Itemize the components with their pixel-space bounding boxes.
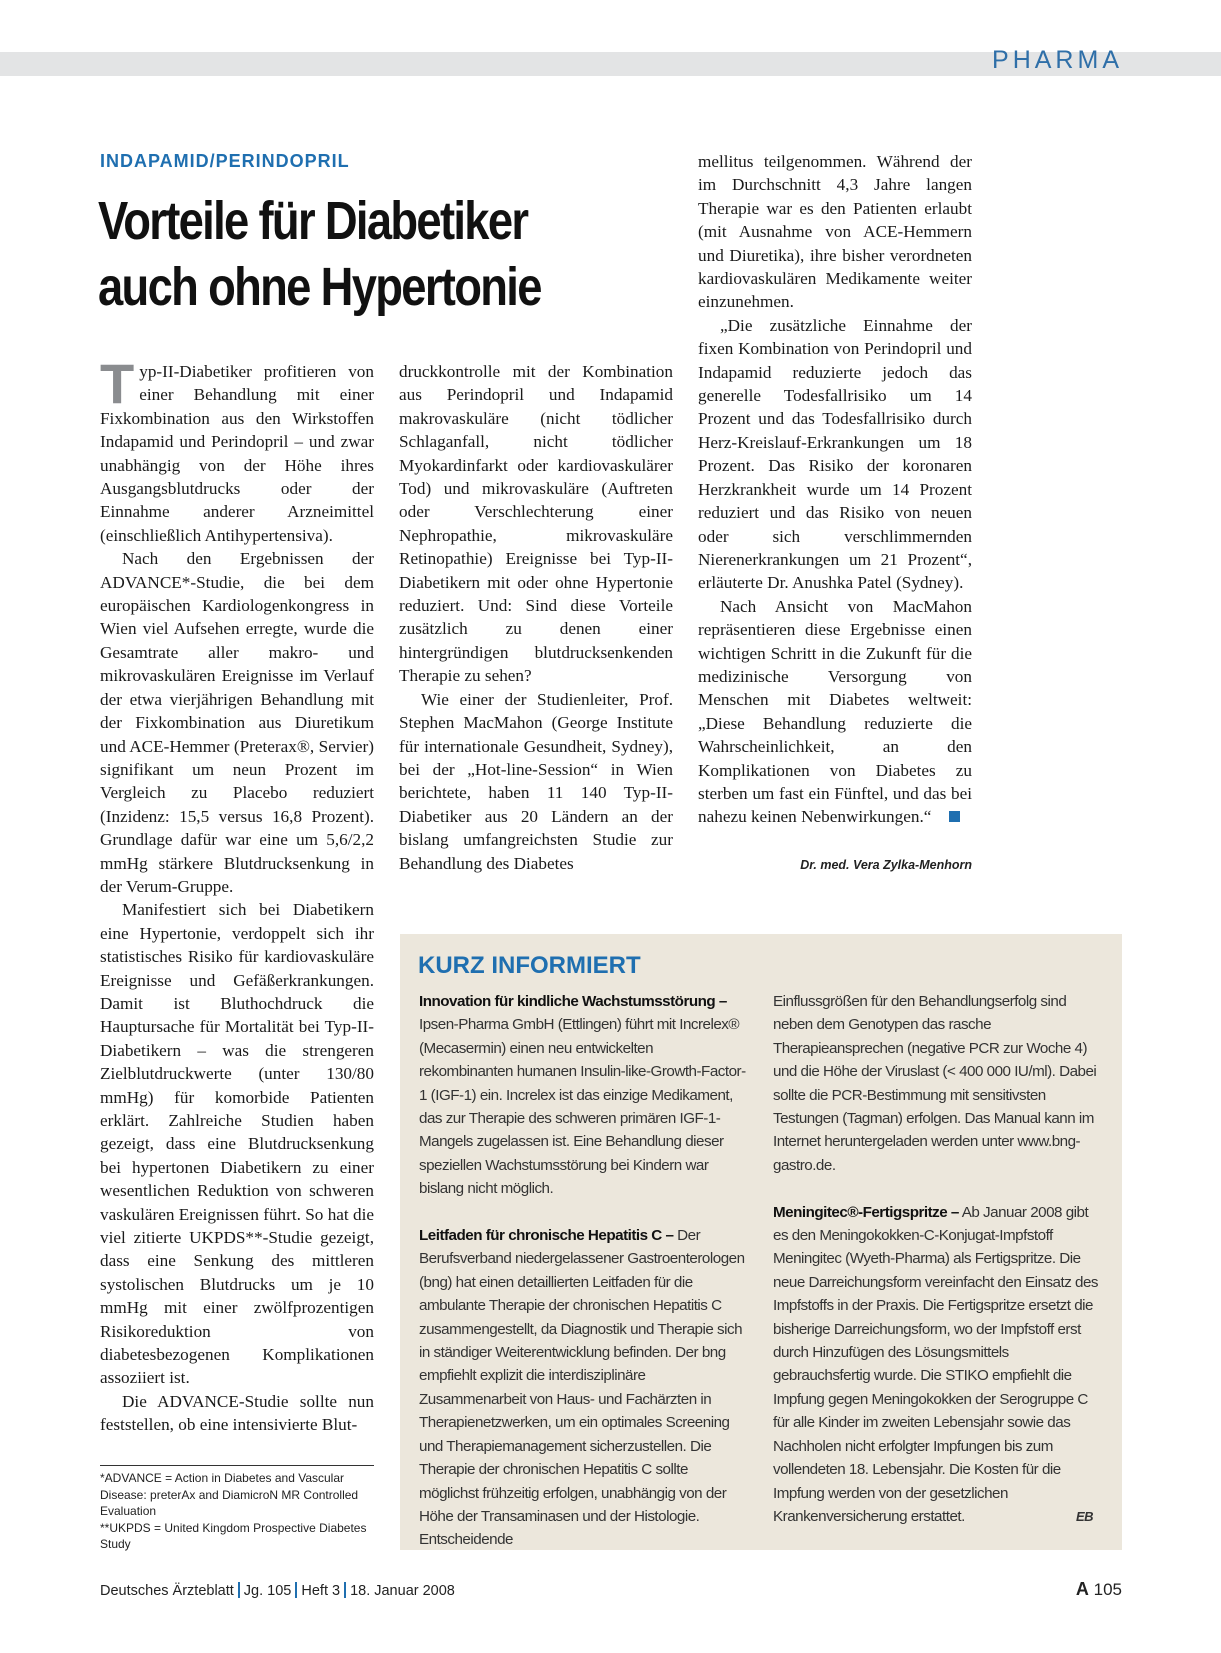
info-item-heading: Meningitec®-Fertigspritze – — [773, 1203, 959, 1221]
end-mark-icon — [949, 811, 960, 822]
info-item: Innovation für kindliche Wachstumsstörung – Ipsen-Pharma GmbH (Ettlingen) führt mit Increlex® (Mecasermin) einen neu entwickelten rekombinanten humanen Insulin-like-Growth-Factor-1 (IGF-1) ein. Increlex ist das einzige Medikament, das zur Therapie des schweren primären IGF-1-Mangels zugelassen ist. Eine Behandlung dieser speziellen Wachstumsstörung bei Kindern war bislang nicht möglich. — [419, 993, 746, 1198]
page-footer — [100, 1579, 1122, 1599]
info-box-signature: EB — [1075, 1508, 1093, 1524]
issue: Heft 3 — [301, 1583, 341, 1599]
paragraph: druckkontrolle mit der Kombination aus Perindopril und Indapamid makrovaskuläre (nicht tödlicher Schlaganfall, nicht tödlicher Myokardinfarkt oder kardiovaskulärer Tod) und mikrovaskuläre (Auftreten oder Verschlechterung einer Nephropathie, mikrovaskuläre Retinopathie) Ereignisse bei Typ-II-Diabetikern mit oder ohne Hypertonie reduziert. Und: Sind diese Vorteile zusätzlich zu denen einer hintergründigen blutdrucksenkenden Therapie zu sehen? — [399, 362, 673, 686]
issue-date: 18. Januar 2008 — [350, 1583, 455, 1599]
article-column-3 — [698, 150, 972, 829]
separator — [295, 1582, 297, 1598]
paragraph: Typ-II-Diabetiker profitieren von einer Behandlung mit einer Fixkombination aus den Wirkstoffen Indapamid und Perindopril – und zwar unabhängig von der Höhe ihres Ausgangsblutdrucks oder der Einnahme anderer Arzneimittel (einschließlich Antihypertensiva). — [100, 352, 374, 545]
page-number: A 105 — [1075, 1579, 1122, 1599]
drop-cap: T — [100, 352, 135, 415]
info-item: Leitfaden für chronische Hepatitis C – Der Berufsverband niedergelassener Gastroenterologen (bng) hat einen detaillierten Leitfaden für die ambulante Therapie der chronischen Hepatitis C zusammengestellt, da Diagnostik und Therapie sich in ständiger Weiterentwicklung befinden. Der bng empfiehlt explizit die interdisziplinäre Zusammenarbeit von Haus- und Fachärzten in Therapienetzwerken, um ein optimales Screening und Therapiemanagement sicherzustellen. Die Therapie der chronischen Hepatitis C sollte möglichst frühzeitig erfolgen, unabhängig von der Höhe der Transaminasen und der Histologie. Entscheidende — [419, 1227, 745, 1549]
headline-line-1: Vorteile für Diabetiker — [98, 191, 528, 251]
paragraph: Nach den Ergebnissen der ADVANCE*-Studie, die bei dem europäischen Kardiologenkongress in Wien viel Aufsehen erregte, wurde die Gesamtrate aller makro- und mikrovaskulären Ereignisse im Verlauf der etwa vierjährigen Behandlung mit der Fixkombination aus Diuretikum und ACE-Hemmer (Preterax®, Servier) signifikant um neun Prozent im Vergleich zu Placebo reduziert (Inzidenz: 15,5 versus 16,8 Prozent). Grundlage dafür war eine um 5,6/2,2 mmHg stärkere Blutdrucksenkung in der Verum-Gruppe. — [100, 549, 374, 896]
footnote: *ADVANCE = Action in Diabetes and Vascular Disease: preterAx and DiamicroN MR Controlled Evaluation — [100, 1471, 359, 1518]
footnote: **UKPDS = United Kingdom Prospective Diabetes Study — [100, 1520, 367, 1551]
author-byline: Dr. med. Vera Zylka-Menhorn — [800, 858, 972, 872]
footnotes — [100, 1465, 374, 1553]
article-column-2 — [399, 360, 673, 875]
info-box — [400, 934, 1122, 1550]
info-box-title: KURZ INFORMIERT — [418, 952, 641, 979]
journal-name: Deutsches Ärzteblatt — [100, 1583, 234, 1599]
article-headline — [98, 188, 568, 320]
paragraph: Wie einer der Studienleiter, Prof. Stephen MacMahon (George Institute für internationale Gesundheit, Sydney), bei der „Hot-line-Session“ in Wien berichtete, haben 11 140 Typ-II-Diabetiker aus 20 Ländern an der bislang umfangreichsten Studie zur Behandlung des Diabetes — [399, 689, 673, 873]
paragraph: Die ADVANCE-Studie sollte nun feststellen, ob eine intensivierte Blut- — [100, 1391, 374, 1435]
section-label: PHARMA — [992, 46, 1123, 74]
info-item-heading: Leitfaden für chronische Hepatitis C – — [419, 1227, 674, 1245]
headline-line-2: auch ohne Hypertonie — [98, 257, 541, 317]
paragraph: Manifestiert sich bei Diabetikern eine Hypertonie, verdoppelt sich ihr statistisches Risiko für kardiovaskuläre Ereignisse und Gefäßerkrankungen. Damit ist Bluthochdruck die Hauptursache für Mortalität bei Typ-II-Diabetikern – was die strengeren Zielblutdruckwerte (unter 130/80 mmHg) für komorbide Patienten erklärt. Zahlreiche Studien haben gezeigt, dass eine Blutdrucksenkung bei hypertonen Diabetikern zu einer wesentlichen Reduktion von schweren vaskulären Ereignissen führt. So hat die viel zitierte UKPDS**-Studie gezeigt, dass eine Senkung des mittleren systolischen Blutdrucks um je 10 mmHg mit einer zwölfprozentigen Risikoreduktion von diabetesbezogenen Komplikationen assoziiert ist. — [100, 900, 374, 1388]
info-item-continued: Einflussgrößen für den Behandlungserfolg sind neben dem Genotypen das rasche Therapieansprechen (negative PCR zur Woche 4) und die Höhe der Viruslast (< 400 000 IU/ml). Dabei sollte die PCR-Bestimmung mit sensitivsten Testungen (Tagman) erfolgen. Das Manual kann im Internet heruntergeladen werden unter www.bng-gastro.de. — [773, 993, 1097, 1174]
paragraph: Nach Ansicht von MacMahon repräsentieren diese Ergebnisse einen wichtigen Schritt in die Zukunft für die medizinische Versorgung von Menschen mit Diabetes weltweit: „Diese Behandlung reduzierte die Wahrscheinlichkeit, an den Komplikationen von Diabetes zu sterben um fast ein Fünftel, und das bei nahezu keinen Nebenwirkungen.“ — [698, 596, 972, 827]
article-column-1 — [100, 352, 374, 1437]
info-item: Meningitec®-Fertigspritze – Ab Januar 2008 gibt es den Meningokokken-C-Konjugat-Impfstoff Meningitec (Wyeth-Pharma) als Fertigspritze. Die neue Darreichungsform vereinfacht den Einsatz des Impfstoffs in der Praxis. Die Fertigspritze ersetzt die bisherige Darreichungsform, wo der Impfstoff erst durch Hinzufügen des Lösungsmittels gebrauchsfertig wurde. Die STIKO empfiehlt die Impfung gegen Meningokokken der Serogruppe C für alle Kinder im zweiten Lebensjahr sowie das Nachholen nicht erfolgter Impfungen bis zum vollendeten 18. Lebensjahr. Die Kosten für die Impfung werden von der gesetzlichen Krankenversicherung erstattet. EB — [773, 1201, 1103, 1529]
separator — [238, 1582, 240, 1598]
info-box-column-2 — [773, 990, 1103, 1552]
paragraph: „Die zusätzliche Einnahme der fixen Kombination von Perindopril und Indapamid reduzierte jedoch das generelle Todesfallrisiko um 14 Prozent und das Todesfallrisiko durch Herz-Kreislauf-Erkrankungen um 18 Prozent. Das Risiko der koronaren Herzkrankheit wurde um 14 Prozent reduziert und das Risiko von neuen oder sich verschlimmernden Nierenerkrankungen um 21 Prozent“, erläuterte Dr. Anushka Patel (Sydney). — [698, 315, 972, 593]
separator — [344, 1582, 346, 1598]
paragraph: mellitus teilgenommen. Während der im Durchschnitt 4,3 Jahre langen Therapie war es den Patienten erlaubt (mit Ausnahme von ACE-Hemmern und Diuretika), ihre bisher verordneten kardiovaskulären Medikamente weiter einzunehmen. — [698, 152, 972, 312]
article-kicker: INDAPAMID/PERINDOPRIL — [100, 151, 350, 171]
info-item-heading: Innovation für kindliche Wachstumsstörung – — [419, 993, 727, 1010]
volume: Jg. 105 — [243, 1583, 292, 1599]
info-box-column-1 — [419, 990, 749, 1575]
